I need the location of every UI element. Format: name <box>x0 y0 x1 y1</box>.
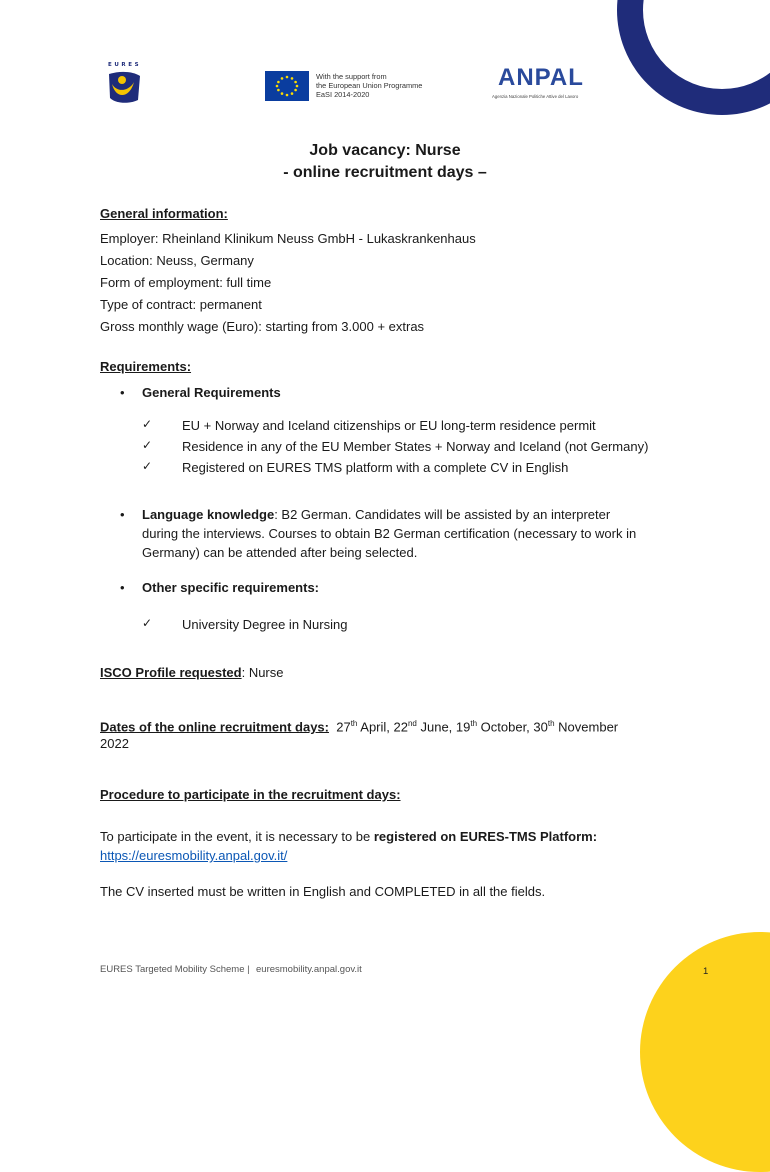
dates-label: Dates of the online recruitment days: <box>100 719 329 735</box>
general-requirements-label: General Requirements <box>142 385 281 400</box>
general-info-heading: General information: <box>100 206 228 221</box>
check-icon: ✓ <box>142 438 153 452</box>
contract-type-text: Type of contract: permanent <box>100 297 262 312</box>
anpal-logo-tagline: Agenzia Nazionale Politiche Attive del Lavoro <box>492 94 579 99</box>
eu-support-line-1: With the support from <box>316 72 387 81</box>
eu-support-text <box>316 72 446 99</box>
location-text: Location: Neuss, Germany <box>100 253 254 268</box>
page-title: Job vacancy: Nurse <box>309 142 461 159</box>
anpal-logo-word: ANPAL <box>498 64 584 91</box>
language-line-2: during the interviews. Courses to obtain B2 German certification (necessary to work in <box>142 526 637 541</box>
language-label: Language knowledge <box>142 507 275 522</box>
date-2-rest: June, 19 <box>416 719 471 735</box>
employer-text: Employer: Rheinland Klinikum Neuss GmbH - Lukaskrankenhaus <box>100 231 476 246</box>
employment-form-text: Form of employment: full time <box>100 275 272 290</box>
language-line-1: : B2 German. Candidates will be assisted by an interpreter <box>274 507 611 522</box>
cv-note: The CV inserted must be written in English and COMPLETED in all the fields. <box>100 884 546 899</box>
language-requirement <box>142 507 610 523</box>
dates-year: 2022 <box>100 736 129 751</box>
requirements-heading: Requirements: <box>100 359 192 374</box>
eu-flag-icon <box>265 71 309 101</box>
procedure-intro-bold: registered on EURES-TMS Platform: <box>373 829 598 844</box>
eures-logo-text: EURES <box>108 62 142 68</box>
bullet-icon: • <box>120 507 125 522</box>
isco-value: : Nurse <box>241 665 284 680</box>
requirement-item: University Degree in Nursing <box>182 617 348 632</box>
date-3-suffix: th <box>470 719 478 728</box>
procedure-heading: Procedure to participate in the recruitment days: <box>100 787 401 802</box>
eu-support-line-2: the European Union Programme <box>316 81 423 90</box>
procedure-intro <box>100 829 597 845</box>
page-subtitle: - online recruitment days – <box>283 164 487 181</box>
date-1-suffix: th <box>350 719 358 728</box>
isco-label: ISCO Profile requested <box>100 665 242 680</box>
wage-text: Gross monthly wage (Euro): starting from 3.000 + extras <box>100 319 425 334</box>
check-icon: ✓ <box>142 417 153 431</box>
bullet-icon: • <box>120 385 125 400</box>
other-requirements-label: Other specific requirements: <box>142 580 319 595</box>
eures-logo-mark <box>104 60 144 106</box>
check-icon: ✓ <box>142 459 153 473</box>
bullet-icon: • <box>120 580 125 595</box>
requirement-item: EU + Norway and Iceland citizenships or EU long-term residence permit <box>182 418 596 433</box>
footer-site: euresmobility.anpal.gov.it <box>256 964 362 975</box>
eures-logo <box>104 60 144 106</box>
date-4-suffix: th <box>547 719 555 728</box>
decorative-arc-top <box>617 0 770 115</box>
date-2-suffix: nd <box>407 719 417 728</box>
footer-scheme-label: EURES Targeted Mobility Scheme | <box>100 964 250 975</box>
date-1-rest: April, 22 <box>357 719 408 735</box>
check-icon: ✓ <box>142 616 153 630</box>
requirement-item: Registered on EURES TMS platform with a complete CV in English <box>182 460 569 475</box>
page-number: 1 <box>703 966 709 977</box>
anpal-logo <box>490 64 595 104</box>
requirement-item: Residence in any of the EU Member States + Norway and Iceland (not Germany) <box>182 439 649 454</box>
date-4-rest: November <box>554 719 619 735</box>
date-3-rest: October, 30 <box>477 719 548 735</box>
procedure-intro-text: To participate in the event, it is necessary to be <box>100 829 374 844</box>
eures-tms-link[interactable]: https://euresmobility.anpal.gov.it/ <box>100 848 288 863</box>
recruitment-dates <box>100 716 618 735</box>
eu-support-line-3: EaSI 2014-2020 <box>316 90 370 99</box>
isco-profile <box>100 665 284 681</box>
date-1: 27 <box>336 719 351 735</box>
language-line-3: Germany) can be attended after being selected. <box>142 545 418 560</box>
